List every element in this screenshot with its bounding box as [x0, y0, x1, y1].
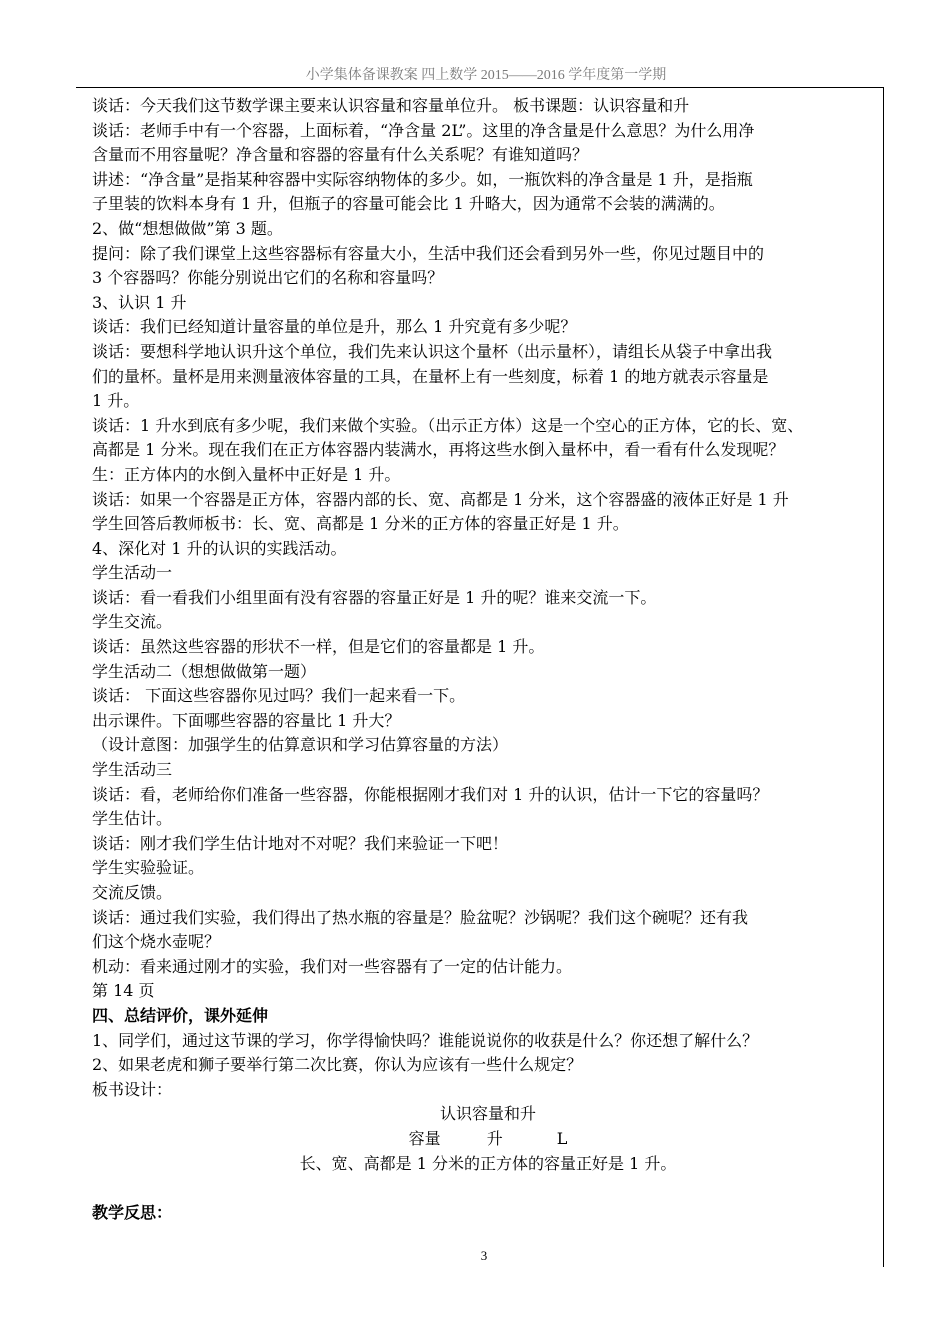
- page-number: 3: [480, 1248, 488, 1263]
- text-line: 谈话：刚才我们学生估计地对不对呢？我们来验证一下吧！: [92, 833, 509, 853]
- board-design-label: 板书设计：: [92, 1079, 173, 1099]
- text-line: 谈话：今天我们这节数学课主要来认识容量和容量单位升。 板书课题：认识容量和升: [92, 96, 690, 115]
- text-line: 4、深化对 1 升的认识的实践活动。: [92, 538, 347, 558]
- board-units-row: [92, 1127, 884, 1152]
- text-line: 谈话：看，老师给你们准备一些容器，你能根据刚才我们对 1 升的认识，估计一下它的容量吗？: [92, 784, 769, 804]
- board-title: 认识容量和升: [439, 1104, 536, 1124]
- section-title: 四、总结评价，课外延伸: [92, 1005, 269, 1025]
- text-line: 1 升。: [92, 391, 140, 411]
- header-rule: [76, 87, 883, 88]
- text-line: 子里装的饮料本身有 1 升，但瓶子的容量可能会比 1 升略大，因为通常不会装的满满的。: [92, 194, 725, 214]
- text-line: 交流反馈。: [92, 883, 173, 902]
- text-line: 谈话：我们已经知道计量容量的单位是升，那么 1 升究竟有多少呢？: [92, 317, 577, 337]
- text-line: 高都是 1 分米。现在我们在正方体容器内装满水，再将这些水倒入量杯中，看一看有什么发现呢？: [92, 440, 785, 460]
- text-line: 学生交流。: [92, 612, 173, 632]
- text-line: 谈话：1 升水到底有多少呢，我们来做个实验。（出示正方体）这是一个空心的正方体，它的长、宽、: [92, 415, 804, 435]
- text-line: （设计意图：加强学生的估算意识和学习估算容量的方法）: [92, 735, 509, 755]
- text-line: 含量而不用容量呢？净含量和容器的容量有什么关系呢？有谁知道吗？: [92, 145, 589, 165]
- text-line: 3、认识 1 升: [92, 292, 187, 312]
- text-line: 提问：除了我们课堂上这些容器标有容量大小，生活中我们还会看到另外一些，你见过题目中的: [92, 243, 765, 263]
- board-item-liter: 升: [486, 1128, 503, 1148]
- page-header: 小学集体备课教案 四上数学 2015——2016 学年度第一学期: [305, 68, 667, 83]
- text-line: 谈话：通过我们实验，我们得出了热水瓶的容量是？脸盆呢？沙锅呢？我们这个碗呢？还有我: [92, 907, 749, 927]
- text-line: 机动：看来通过刚才的实验，我们对一些容器有了一定的估计能力。: [92, 956, 573, 976]
- text-line: 学生活动一: [92, 563, 173, 583]
- board-statement: 长、宽、高都是 1 分米的正方体的容量正好是 1 升。: [299, 1153, 677, 1173]
- text-line: 2、如果老虎和狮子要举行第二次比赛，你认为应该有一些什么规定？: [92, 1055, 583, 1075]
- text-line: 生：正方体内的水倒入量杯中正好是 1 升。: [92, 464, 401, 484]
- text-line: 3 个容器吗？你能分别说出它们的名称和容量吗？: [92, 268, 444, 288]
- text-line: 们的量杯。量杯是用来测量液体容量的工具，在量杯上有一些刻度，标着 1 的地方就表示容量是: [92, 366, 769, 386]
- text-line: 谈话：如果一个容器是正方体，容器内部的长、宽、高都是 1 分米，这个容器盛的液体正好是 1 升: [92, 489, 789, 509]
- text-line: 学生回答后教师板书：长、宽、高都是 1 分米的正方体的容量正好是 1 升。: [92, 514, 629, 534]
- text-line: 学生活动三: [92, 760, 173, 780]
- board-item-capacity: 容量: [408, 1128, 441, 1148]
- text-line: 们这个烧水壶呢？: [92, 932, 221, 952]
- text-line: 学生估计。: [92, 809, 173, 829]
- text-line: 谈话：虽然这些容器的形状不一样，但是它们的容量都是 1 升。: [92, 637, 545, 657]
- reflection-label: 教学反思：: [92, 1202, 173, 1222]
- page-reference: 第 14 页: [92, 981, 155, 1001]
- text-line: 谈话：要想科学地认识升这个单位，我们先来认识这个量杯（出示量杯），请组长从袋子中拿出我: [92, 341, 773, 361]
- text-line: 谈话：看一看我们小组里面有没有容器的容量正好是 1 升的呢？谁来交流一下。: [92, 587, 657, 607]
- text-line: 讲述：“净含量”是指某种容器中实际容纳物体的多少。如，一瓶饮料的净含量是 1 升，是指瓶: [92, 169, 753, 189]
- text-line: 学生实验验证。: [92, 858, 205, 878]
- text-line: 1、同学们，通过这节课的学习，你学得愉快吗？谁能说说你的收获是什么？你还想了解什么？: [92, 1030, 759, 1050]
- lesson-content: [92, 94, 892, 1225]
- text-line: 学生活动二（想想做做第一题）: [92, 661, 317, 681]
- text-line: 2、做“想想做做”第 3 题。: [92, 218, 283, 238]
- text-line: 谈话：老师手中有一个容器，上面标着，“净含量 2L”。这里的净含量是什么意思？为什么用净: [92, 120, 755, 140]
- text-line: 出示课件。下面哪些容器的容量比 1 升大？: [92, 710, 401, 730]
- board-item-l-symbol: L: [556, 1128, 568, 1148]
- text-line: 谈话： 下面这些容器你见过吗？我们一起来看一下。: [92, 686, 466, 706]
